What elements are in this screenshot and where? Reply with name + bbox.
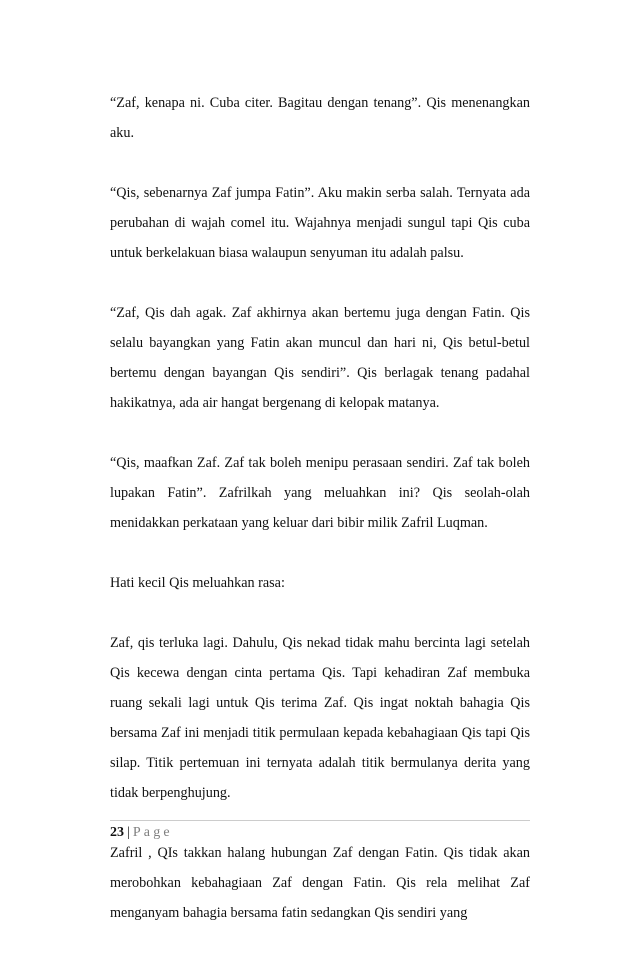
paragraph-6: Zaf, qis terluka lagi. Dahulu, Qis nekad tidak mahu bercinta lagi setelah Qis kecewa dengan cinta pertama Qis. Tapi kehadiran Zaf membuka ruang sekali lagi untuk Qis terima Zaf. Qis ingat noktah bahagia Qis bersama Zaf ini menjadi titik permulaan kepada kebahagiaan Qis tapi Qis silap. Titik pertemuan ini ternyata adalah titik bermulanya derita yang tidak berpenghujung. — [110, 635, 530, 801]
paragraph-7: Zafril , QIs takkan halang hubungan Zaf dengan Fatin. Qis tidak akan merobohkan kebahagiaan Zaf dengan Fatin. Qis rela melihat Zaf menganyam bahagia bersama fatin sedangkan Qis sendiri yang — [110, 845, 530, 921]
page-number: 23 — [110, 825, 124, 840]
paragraph-4: “Qis, maafkan Zaf. Zaf tak boleh menipu perasaan sendiri. Zaf tak boleh lupakan Fatin”. Zafrilkah yang meluahkan ini? Qis seolah-olah menidakkan perkataan yang keluar dari bibir milik Zafril Luqman. — [110, 455, 530, 531]
footer-separator: | — [127, 825, 130, 840]
paragraph-5: Hati kecil Qis meluahkan rasa: — [110, 575, 285, 591]
page-label: Page — [132, 825, 173, 840]
page-footer — [110, 820, 530, 841]
paragraph-2: “Qis, sebenarnya Zaf jumpa Fatin”. Aku makin serba salah. Ternyata ada perubahan di wajah comel itu. Wajahnya menjadi sungul tapi Qis cuba untuk berkelakuan biasa walaupun senyuman itu adalah palsu. — [110, 185, 530, 261]
paragraph-3: “Zaf, Qis dah agak. Zaf akhirnya akan bertemu juga dengan Fatin. Qis selalu bayangkan yang Fatin akan muncul dan hari ni, Qis betul-betul bertemu dengan bayangan Qis sendiri”. Qis berlagak tenang padahal hakikatnya, ada air hangat bergenang di kelopak matanya. — [110, 305, 530, 411]
paragraph-1: “Zaf, kenapa ni. Cuba citer. Bagitau dengan tenang”. Qis menenangkan aku. — [110, 95, 530, 141]
